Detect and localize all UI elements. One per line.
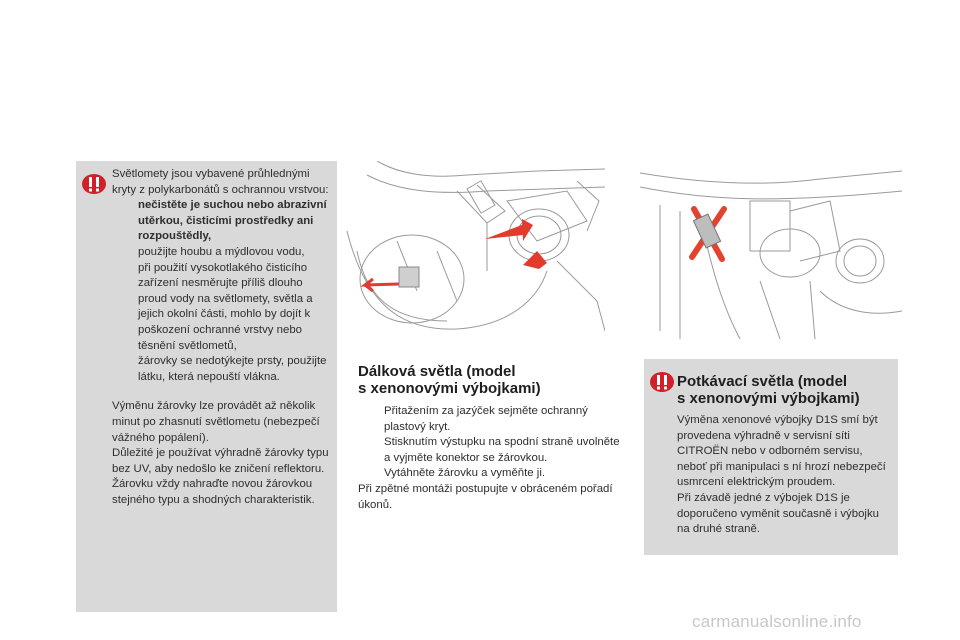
step-item <box>358 466 620 482</box>
warning-icon <box>649 371 675 393</box>
replace-note: Žárovku vždy nahraďte novou žárovkou stejného typu a shodných charakteristik. <box>112 478 315 506</box>
step-text: Vytáhněte žárovku a vyměňte ji. <box>384 467 546 480</box>
release-arrow <box>365 279 399 291</box>
bullet-item <box>112 354 330 385</box>
uv-note: Důležité je používat výhradně žárovky typu bez UV, aby nedošlo ke zničení reflektoru. <box>112 447 329 475</box>
intro-text: Světlomety jsou vybavené průhlednými kryty z polykarbonátů s ochrannou vrstvou: <box>112 168 329 196</box>
service-warning: Výměna xenonové výbojky D1S smí být provedena výhradně v servisní síti CITROËN nebo v odborném servisu, neboť při manipulaci s ní hrozí nebezpečí usmrcení elektrickým proudem. <box>677 414 886 489</box>
headlamp-illustration-left-svg <box>337 161 605 339</box>
step-item <box>358 435 620 466</box>
left-box-text <box>112 167 330 508</box>
bullet-item <box>112 245 330 261</box>
bullet-text: při použití vysokotlakého čisticího zařízení nesměrujte příliš dlouho proud vody na světlomety, světla a jejich okolní části, mohlo by dojít k poškození ochranné vrstvy nebo těsnění světlometů, <box>138 261 313 352</box>
step-text: Přitažením za jazýček sejměte ochranný plastový kryt. <box>384 405 588 433</box>
replace-both-note: Při závadě jedné z výbojek D1S je doporučeno vyměnit současně i výbojku na druhé straně. <box>677 491 879 536</box>
headlamp-illustration-right-svg <box>640 161 902 339</box>
bullet-text: nečistěte je suchou nebo abrazivní utěrkou, čisticími prostředky ani rozpouštědly, <box>138 199 327 243</box>
burn-warning: Výměnu žárovky lze provádět až několik minut po zhasnutí světlometu (nebezpečí vážného popálení). <box>112 400 320 444</box>
headlamp-illustration-right <box>640 161 902 339</box>
headlamp-illustration-left <box>337 161 605 339</box>
bullet-text: použijte houbu a mýdlovou vodu, <box>138 245 305 258</box>
high-beam-heading: Dálková světla (model s xenonovými výbojkami) <box>358 363 541 397</box>
high-beam-steps <box>358 404 620 513</box>
pull-arrow <box>485 223 527 239</box>
step-item <box>358 404 620 435</box>
bullet-item <box>112 261 330 355</box>
right-box-text <box>677 413 891 538</box>
watermark: carmanualsonline.info <box>692 612 862 631</box>
low-beam-heading: Potkávací světla (model s xenonovými výbojkami) <box>677 373 860 407</box>
bullet-text: žárovky se nedotýkejte prsty, použijte látku, která nepouští vlákna. <box>138 355 327 383</box>
bullet-item <box>112 198 330 245</box>
reassembly-note: Při zpětné montáži postupujte v obráceném pořadí úkonů. <box>358 482 613 511</box>
step-text: Stisknutím výstupku na spodní straně uvolněte a vyjměte konektor se žárovkou. <box>384 436 620 464</box>
warning-icon <box>81 173 107 195</box>
